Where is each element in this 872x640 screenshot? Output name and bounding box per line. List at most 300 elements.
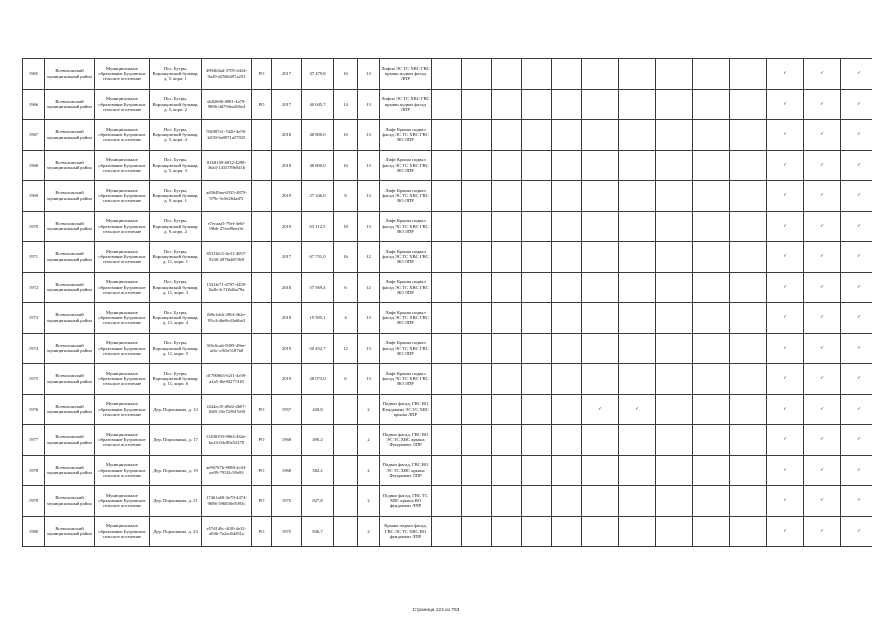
checkmark-cell: [730, 211, 767, 242]
checkmark-cell: [462, 272, 492, 303]
checkmark-cell: [619, 303, 656, 334]
entrances-cell: 13: [358, 59, 380, 90]
district-cell: Всеволожский муниципальный район: [45, 394, 95, 425]
area-cell: 63 112,5: [302, 211, 334, 242]
checkmark-cell: [656, 181, 693, 212]
checkmark-cell: [693, 394, 730, 425]
document-page: [22, 58, 861, 547]
checkmark-cell: ✓: [767, 516, 804, 547]
checkmark-cell: ✓: [804, 455, 841, 486]
entrances-cell: 13: [358, 364, 380, 395]
checkmark-cell: [656, 333, 693, 364]
checkmark-cell: [656, 394, 693, 425]
checkmark-cell: [462, 211, 492, 242]
checkmark-cell: [582, 303, 619, 334]
checkmark-cell: [552, 181, 582, 212]
checkmark-cell: [462, 89, 492, 120]
checkmark-cell: ✓: [767, 425, 804, 456]
checkmark-cell: [522, 394, 552, 425]
checkmark-cell: [693, 455, 730, 486]
checkmark-cell: [492, 364, 522, 395]
checkmark-cell: ✓: [841, 364, 872, 395]
checkmark-cell: [492, 120, 522, 151]
management-type-cell: РО: [252, 59, 272, 90]
checkmark-cell: [656, 89, 693, 120]
checkmark-cell: ✓: [804, 394, 841, 425]
checkmark-cell: ✓: [841, 425, 872, 456]
checkmark-cell: [693, 425, 730, 456]
district-cell: Всеволожский муниципальный район: [45, 516, 95, 547]
work-types-cell: Лифт Крыша подвал фасад ЭС ТС ХВС ГВС ВО ЛПР: [380, 333, 432, 364]
checkmark-cell: ✓: [841, 486, 872, 517]
table-row: [23, 425, 872, 456]
checkmark-cell: ✓: [804, 59, 841, 90]
area-cell: 490,2: [302, 425, 334, 456]
checkmark-cell: [656, 425, 693, 456]
area-cell: 582,2: [302, 455, 334, 486]
checkmark-cell: [462, 394, 492, 425]
checkmark-cell: [522, 486, 552, 517]
management-type-cell: РО: [252, 394, 272, 425]
checkmark-cell: [432, 150, 462, 181]
checkmark-cell: [619, 516, 656, 547]
checkmark-cell: [582, 455, 619, 486]
checkmark-cell: [730, 272, 767, 303]
house-guid-cell: 499464ad-3705-4434-9a49-d2566497a253: [202, 59, 252, 90]
work-types-cell: Лифты ЭС ТС ХВС ГВС крыши подвал фасад ЛПР: [380, 89, 432, 120]
table-row: [23, 59, 872, 90]
checkmark-cell: [693, 150, 730, 181]
table-row: [23, 486, 872, 517]
house-guid-cell: d1790663-62f1-4e59-a2a5-f6e90277418: [202, 364, 252, 395]
checkmark-cell: [730, 364, 767, 395]
house-guid-cell: e7ecaaa5-79ef-4e6f-98eb-27eed9eea3e: [202, 211, 252, 242]
checkmark-cell: [552, 516, 582, 547]
checkmark-cell: [552, 89, 582, 120]
checkmark-cell: [582, 181, 619, 212]
checkmark-cell: ✓: [767, 455, 804, 486]
row-number: 1977: [23, 425, 45, 456]
district-cell: Всеволожский муниципальный район: [45, 272, 95, 303]
checkmark-cell: [432, 242, 462, 273]
checkmark-cell: ✓: [767, 120, 804, 151]
settlement-cell: Муниципальное образование Бугровское сельское поселение: [95, 425, 150, 456]
floors-cell: 12: [334, 333, 358, 364]
address-cell: Пос. Бугры, Воронцовский бульвар, д. 5, корп. 2: [150, 89, 202, 120]
checkmark-cell: [693, 333, 730, 364]
work-types-cell: Крыша подвал фасад, ГВС ЭС ТС ХВС ВО фундамент ЛПР: [380, 516, 432, 547]
checkmark-cell: [730, 425, 767, 456]
checkmark-cell: ✓: [804, 364, 841, 395]
row-number: 1968: [23, 150, 45, 181]
checkmark-cell: [619, 150, 656, 181]
checkmark-cell: ✓: [767, 272, 804, 303]
entrances-cell: 13: [358, 150, 380, 181]
address-cell: Пос. Бугры, Воронцовский бульвар, д. 11, корп. 4: [150, 303, 202, 334]
checkmark-cell: [552, 333, 582, 364]
work-types-cell: Лифт Крыша подвал фасад ЭС ТС ХВС ГВС ВО ЛПР: [380, 150, 432, 181]
checkmark-cell: [552, 211, 582, 242]
district-cell: Всеволожский муниципальный район: [45, 181, 95, 212]
entrances-cell: 12: [358, 242, 380, 273]
floors-cell: 16: [334, 59, 358, 90]
work-types-cell: Подвал фасад, ГВС ВО ЭС ТС ХВС крыша Фундамент ЛПР: [380, 425, 432, 456]
table-row: [23, 181, 872, 212]
settlement-cell: Муниципальное образование Бугровское сельское поселение: [95, 394, 150, 425]
checkmark-cell: [492, 59, 522, 90]
checkmark-cell: [462, 486, 492, 517]
checkmark-cell: [693, 181, 730, 212]
area-cell: 28 073,0: [302, 364, 334, 395]
checkmark-cell: [656, 242, 693, 273]
settlement-cell: Муниципальное образование Бугровское сельское поселение: [95, 211, 150, 242]
row-number: 1978: [23, 455, 45, 486]
table-row: [23, 516, 872, 547]
floors-cell: [334, 486, 358, 517]
house-guid-cell: 65316fc5-4e31-4057-9230-2876eb870f8: [202, 242, 252, 273]
house-guid-cell: 1332fe71-d797-4450-8a2b-2c7f2bfba78a: [202, 272, 252, 303]
settlement-cell: Муниципальное образование Бугровское сельское поселение: [95, 59, 150, 90]
build-year-cell: 2017: [272, 59, 302, 90]
checkmark-cell: [522, 425, 552, 456]
settlement-cell: Муниципальное образование Бугровское сельское поселение: [95, 89, 150, 120]
housing-register-table: [22, 58, 872, 547]
checkmark-cell: ✓: [804, 333, 841, 364]
checkmark-cell: [552, 150, 582, 181]
floors-cell: [334, 425, 358, 456]
checkmark-cell: [656, 303, 693, 334]
district-cell: Всеволожский муниципальный район: [45, 455, 95, 486]
build-year-cell: 1975: [272, 486, 302, 517]
checkmark-cell: [492, 333, 522, 364]
checkmark-cell: [492, 181, 522, 212]
work-types-cell: Лифт Крыша подвал фасад ЭС ТС ХВС ГВС ВО ЛПР: [380, 181, 432, 212]
address-cell: Пос. Бугры, Воронцовский бульвар, д. 5, корп. 1: [150, 59, 202, 90]
floors-cell: [334, 455, 358, 486]
checkmark-cell: [730, 150, 767, 181]
checkmark-cell: ✓: [841, 89, 872, 120]
house-guid-cell: fb9e1dcb-286f-462e-95c4-dbe8cd3a6ba3: [202, 303, 252, 334]
row-number: 1966: [23, 89, 45, 120]
checkmark-cell: [462, 516, 492, 547]
management-type-cell: [252, 272, 272, 303]
checkmark-cell: [619, 272, 656, 303]
row-number: 1976: [23, 394, 45, 425]
house-guid-cell: 17461a69-3e79-4474-9686-596836e5093c: [202, 486, 252, 517]
checkmark-cell: ✓: [841, 150, 872, 181]
entrances-cell: 2: [358, 516, 380, 547]
settlement-cell: Муниципальное образование Бугровское сельское поселение: [95, 455, 150, 486]
checkmark-cell: [432, 59, 462, 90]
entrances-cell: 12: [358, 272, 380, 303]
checkmark-cell: [522, 181, 552, 212]
checkmark-cell: [693, 120, 730, 151]
checkmark-cell: [730, 120, 767, 151]
floors-cell: 16: [334, 242, 358, 273]
checkmark-cell: [582, 89, 619, 120]
entrances-cell: 13: [358, 89, 380, 120]
checkmark-cell: [522, 59, 552, 90]
entrances-cell: 2: [358, 425, 380, 456]
floors-cell: 8: [334, 181, 358, 212]
area-cell: 827,8: [302, 486, 334, 517]
work-types-cell: Лифт Крыша подвал фасад ЭС ТС ХВС ГВС ВО ЛПР: [380, 120, 432, 151]
checkmark-cell: [619, 425, 656, 456]
checkmark-cell: [582, 150, 619, 181]
work-types-cell: Лифт Крыша подвал фасад ЭС ТС ХВС ГВС ВО ЛПР: [380, 272, 432, 303]
management-type-cell: [252, 364, 272, 395]
address-cell: Дер. Порошкино, д. 21: [150, 486, 202, 517]
table-row: [23, 150, 872, 181]
checkmark-cell: [552, 120, 582, 151]
area-cell: 48 800,0: [302, 150, 334, 181]
checkmark-cell: [656, 486, 693, 517]
checkmark-cell: ✓: [841, 333, 872, 364]
entrances-cell: 2: [358, 394, 380, 425]
checkmark-cell: [582, 364, 619, 395]
checkmark-cell: [582, 211, 619, 242]
checkmark-cell: [619, 120, 656, 151]
table-row: [23, 333, 872, 364]
checkmark-cell: [582, 272, 619, 303]
build-year-cell: 2019: [272, 181, 302, 212]
area-cell: 430,8: [302, 394, 334, 425]
area-cell: 50 452,7: [302, 333, 334, 364]
work-types-cell: Лифт Крыша подвал фасад ЭС ТС ХВС ГВС ВО ЛПР: [380, 303, 432, 334]
checkmark-cell: [432, 120, 462, 151]
page-footer: Страница 124 из 753: [412, 608, 460, 613]
address-cell: Пос. Бугры, Воронцовский бульвар, д. 11, корп. 3: [150, 272, 202, 303]
checkmark-cell: [462, 181, 492, 212]
checkmark-cell: ✓: [619, 394, 656, 425]
entrances-cell: 13: [358, 120, 380, 151]
checkmark-cell: [492, 303, 522, 334]
checkmark-cell: ✓: [841, 272, 872, 303]
checkmark-cell: ✓: [804, 89, 841, 120]
checkmark-cell: ✓: [767, 150, 804, 181]
address-cell: Пос. Бугры, Воронцовский бульвар, д. 5, корп. 3: [150, 150, 202, 181]
work-types-cell: Лифт Крыша подвал фасад ЭС ТС ХВС ГВС ВО ЛПР: [380, 364, 432, 395]
checkmark-cell: [462, 425, 492, 456]
checkmark-cell: ✓: [841, 120, 872, 151]
table-row: [23, 394, 872, 425]
management-type-cell: РО: [252, 455, 272, 486]
row-number: 1971: [23, 242, 45, 273]
checkmark-cell: ✓: [841, 516, 872, 547]
checkmark-cell: ✓: [841, 303, 872, 334]
checkmark-cell: [492, 455, 522, 486]
work-types-cell: Лифт Крыша подвал фасад ЭС ТС ХВС ГВС ВО ЛПР: [380, 211, 432, 242]
entrances-cell: 13: [358, 181, 380, 212]
checkmark-cell: ✓: [804, 425, 841, 456]
checkmark-cell: [619, 242, 656, 273]
checkmark-cell: [656, 211, 693, 242]
checkmark-cell: [552, 242, 582, 273]
floors-cell: 16: [334, 150, 358, 181]
checkmark-cell: ✓: [804, 242, 841, 273]
work-types-cell: Лифт Крыша подвал фасад ЭС ТС ХВС ГВС ВО ЛПР: [380, 242, 432, 273]
checkmark-cell: [619, 455, 656, 486]
entrances-cell: 13: [358, 303, 380, 334]
checkmark-cell: [582, 242, 619, 273]
checkmark-cell: [693, 516, 730, 547]
checkmark-cell: [730, 181, 767, 212]
checkmark-cell: [522, 455, 552, 486]
floors-cell: 18: [334, 211, 358, 242]
management-type-cell: РО: [252, 89, 272, 120]
checkmark-cell: [730, 486, 767, 517]
checkmark-cell: [432, 272, 462, 303]
checkmark-cell: [462, 59, 492, 90]
checkmark-cell: [619, 181, 656, 212]
checkmark-cell: [619, 59, 656, 90]
checkmark-cell: [552, 303, 582, 334]
build-year-cell: 2017: [272, 89, 302, 120]
checkmark-cell: [492, 150, 522, 181]
row-number: 1970: [23, 211, 45, 242]
build-year-cell: 1968: [272, 425, 302, 456]
settlement-cell: Муниципальное образование Бугровское сельское поселение: [95, 516, 150, 547]
district-cell: Всеволожский муниципальный район: [45, 364, 95, 395]
house-guid-cell: de82606-d981-4a79-9806-dd794ea266e4: [202, 89, 252, 120]
checkmark-cell: [730, 455, 767, 486]
address-cell: Дер. Порошкино, д. 13: [150, 394, 202, 425]
settlement-cell: Муниципальное образование Бугровское сельское поселение: [95, 181, 150, 212]
checkmark-cell: [432, 516, 462, 547]
table-row: [23, 272, 872, 303]
checkmark-cell: ✓: [767, 303, 804, 334]
checkmark-cell: [656, 455, 693, 486]
entrances-cell: 13: [358, 333, 380, 364]
area-cell: 836,7: [302, 516, 334, 547]
management-type-cell: РО: [252, 486, 272, 517]
checkmark-cell: [656, 120, 693, 151]
district-cell: Всеволожский муниципальный район: [45, 120, 95, 151]
address-cell: Пос. Бугры, Воронцовский бульвар, д. 5, корп. 4: [150, 120, 202, 151]
checkmark-cell: [522, 272, 552, 303]
checkmark-cell: ✓: [804, 150, 841, 181]
checkmark-cell: [522, 211, 552, 242]
checkmark-cell: [462, 150, 492, 181]
checkmark-cell: [522, 303, 552, 334]
checkmark-cell: [462, 455, 492, 486]
table-row: [23, 242, 872, 273]
build-year-cell: 2018: [272, 150, 302, 181]
checkmark-cell: [492, 272, 522, 303]
district-cell: Всеволожский муниципальный район: [45, 242, 95, 273]
house-guid-cell: 93f087e1-7d20-4e59-b539-6a0971a57925: [202, 120, 252, 151]
checkmark-cell: [462, 333, 492, 364]
district-cell: Всеволожский муниципальный район: [45, 486, 95, 517]
table-row: [23, 455, 872, 486]
house-guid-cell: e57d146c-4f30-4e31-a04b-7a2ac8d291a: [202, 516, 252, 547]
checkmark-cell: ✓: [804, 486, 841, 517]
checkmark-cell: ✓: [582, 394, 619, 425]
checkmark-cell: [693, 272, 730, 303]
address-cell: Пос. Бугры, Воронцовский бульвар, д. 9, корп. 2: [150, 211, 202, 242]
entrances-cell: 2: [358, 455, 380, 486]
build-year-cell: 2017: [272, 242, 302, 273]
table-row: [23, 364, 872, 395]
checkmark-cell: [522, 120, 552, 151]
checkmark-cell: [582, 516, 619, 547]
checkmark-cell: [730, 89, 767, 120]
checkmark-cell: [552, 272, 582, 303]
checkmark-cell: [693, 89, 730, 120]
checkmark-cell: [552, 59, 582, 90]
checkmark-cell: ✓: [804, 303, 841, 334]
checkmark-cell: [492, 394, 522, 425]
checkmark-cell: [582, 333, 619, 364]
checkmark-cell: [552, 425, 582, 456]
district-cell: Всеволожский муниципальный район: [45, 333, 95, 364]
address-cell: Пос. Бугры, Воронцовский бульвар, д. 9, корп. 1: [150, 181, 202, 212]
entrances-cell: 13: [358, 211, 380, 242]
checkmark-cell: ✓: [767, 59, 804, 90]
checkmark-cell: ✓: [841, 59, 872, 90]
checkmark-cell: ✓: [804, 181, 841, 212]
district-cell: Всеволожский муниципальный район: [45, 150, 95, 181]
build-year-cell: 2019: [272, 211, 302, 242]
checkmark-cell: [552, 394, 582, 425]
checkmark-cell: [522, 89, 552, 120]
checkmark-cell: [522, 364, 552, 395]
row-number: 1969: [23, 181, 45, 212]
checkmark-cell: ✓: [841, 181, 872, 212]
house-guid-cell: ae96797b-9088-4c03-ae09-795f2c59a93: [202, 455, 252, 486]
checkmark-cell: ✓: [767, 486, 804, 517]
district-cell: Всеволожский муниципальный район: [45, 59, 95, 90]
checkmark-cell: ✓: [841, 455, 872, 486]
settlement-cell: Муниципальное образование Бугровское сельское поселение: [95, 333, 150, 364]
checkmark-cell: [582, 59, 619, 90]
checkmark-cell: [656, 516, 693, 547]
row-number: 1972: [23, 272, 45, 303]
address-cell: Дер. Порошкино, д. 23: [150, 516, 202, 547]
checkmark-cell: [730, 242, 767, 273]
management-type-cell: РО: [252, 425, 272, 456]
management-type-cell: [252, 120, 272, 151]
address-cell: Дер. Порошкино, д. 19: [150, 455, 202, 486]
checkmark-cell: ✓: [804, 516, 841, 547]
checkmark-cell: [432, 181, 462, 212]
area-cell: 47 479,8: [302, 59, 334, 90]
checkmark-cell: ✓: [804, 211, 841, 242]
row-number: 1967: [23, 120, 45, 151]
checkmark-cell: [619, 333, 656, 364]
build-year-cell: 2018: [272, 303, 302, 334]
floors-cell: 14: [334, 89, 358, 120]
checkmark-cell: [432, 364, 462, 395]
work-types-cell: Подвал фасад, ГВС ВО ЭС ТС ХВС крыша Фундамент ЛПР: [380, 455, 432, 486]
checkmark-cell: [432, 89, 462, 120]
district-cell: Всеволожский муниципальный район: [45, 89, 95, 120]
checkmark-cell: [462, 303, 492, 334]
settlement-cell: Муниципальное образование Бугровское сельское поселение: [95, 120, 150, 151]
floors-cell: 6: [334, 364, 358, 395]
district-cell: Всеволожский муниципальный район: [45, 425, 95, 456]
floors-cell: 16: [334, 120, 358, 151]
management-type-cell: РО: [252, 516, 272, 547]
checkmark-cell: ✓: [767, 211, 804, 242]
build-year-cell: 2018: [272, 272, 302, 303]
checkmark-cell: [432, 425, 462, 456]
build-year-cell: 2019: [272, 364, 302, 395]
checkmark-cell: [730, 303, 767, 334]
checkmark-cell: ✓: [767, 394, 804, 425]
area-cell: 48 800,0: [302, 120, 334, 151]
area-cell: 27 346,0: [302, 181, 334, 212]
